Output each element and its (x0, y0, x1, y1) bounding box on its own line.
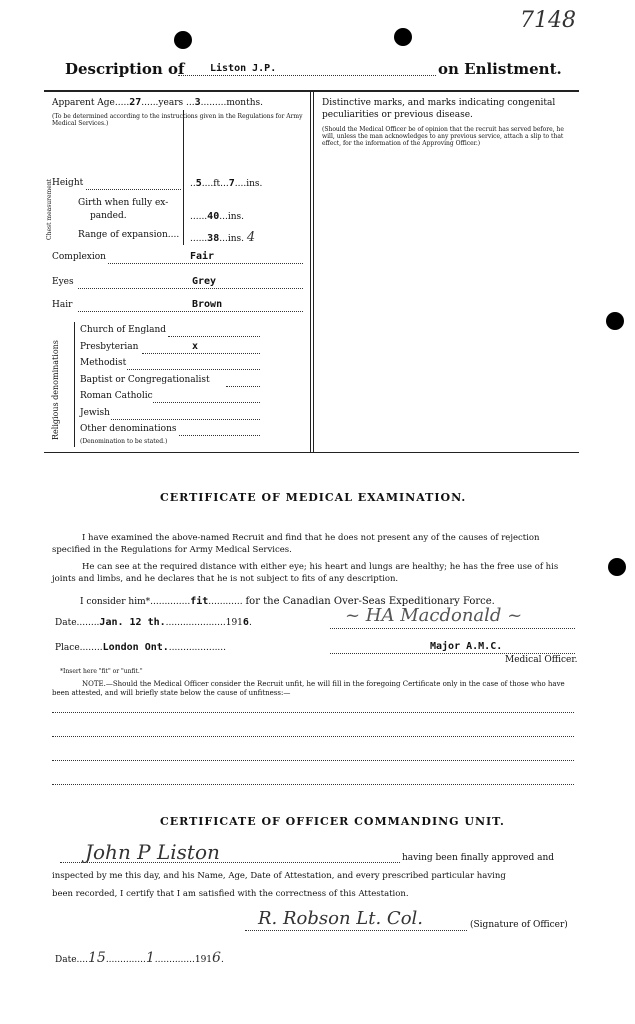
religion-row (80, 325, 166, 335)
marks-heading: Distinctive marks, and marks indicating congenital peculiarities or previous disease. (322, 98, 556, 120)
commanding-heading: CERTIFICATE OF OFFICER COMMANDING UNIT. (160, 815, 505, 828)
punch-hole (394, 28, 412, 46)
year-suffix: 6 (242, 617, 249, 628)
officer-signature: R. Robson Lt. Col. (258, 908, 424, 929)
religion-row (80, 358, 126, 368)
commanding-line-1: having been finally approved and (402, 853, 555, 863)
force-label: for the Canadian Over-Seas Expeditionary Force. (245, 596, 495, 607)
religion-row (80, 391, 153, 401)
medical-officer-signature: ~ HA Macdonald ~ (345, 605, 523, 626)
months-label: months. (226, 98, 264, 108)
recruit-signature: John P Liston (85, 840, 220, 864)
girth-value: 40 (207, 211, 220, 222)
religion-label: Religious denominations (51, 340, 60, 440)
ins-label: ins. (246, 179, 263, 189)
commanding-line-3: been recorded, I certify that I am satisfied with the correctness of this Attestation. (52, 889, 409, 899)
date-label: Date (55, 618, 77, 628)
complexion-label: Complexion (52, 252, 106, 262)
year-prefix: 191 (194, 955, 213, 965)
years-label: years (158, 98, 184, 108)
religion-label-text: Jewish (80, 407, 110, 418)
commanding-line-2: inspected by me this day, and his Name, Age, Date of Attestation, and every prescribed particular having (52, 871, 506, 881)
commanding-date-label: Date (55, 955, 77, 965)
eyes-value: Grey (192, 276, 217, 287)
hair-label: Hair (52, 300, 73, 310)
ins-label: ins. (227, 212, 244, 222)
marks-note: (Should the Medical Officer be of opinion that the recruit has served before, he will, unless the man acknowledges to any previous service, attach a slip to that effect, for the information of the Approving Officer.) (322, 126, 564, 147)
religion-label-text: Baptist or Congregationalist (80, 374, 210, 385)
medical-para-1: I have examined the above-named Recruit and find that he does not present any of the causes of rejection specified in the Regulations for Army Medical Services. (52, 533, 540, 555)
religion-row (80, 408, 110, 418)
medical-para-2: He can see at the required distance with either eye; his heart and lungs are healthy; he has the free use of his joints and limbs, and he declares that he is not subject to fits of any description. (52, 562, 559, 584)
age-note: (To be determined according to the instructions given in the Regulations for Army Medical Services.) (52, 113, 303, 127)
fitness-value: fit (190, 596, 209, 607)
exam-place: London Ont. (102, 642, 169, 653)
religion-label-text: Methodist (80, 358, 127, 368)
age-label: Apparent Age (52, 98, 115, 108)
age-years: 27 (129, 97, 142, 108)
range-label: Range of expansion (78, 230, 168, 240)
year-prefix: 191 (225, 618, 243, 628)
age-months: 3 (194, 97, 201, 108)
girth-label-cont: panded. (90, 211, 127, 221)
insert-note: *Insert here "fit" or "unfit." (60, 668, 143, 675)
ref-number: 7148 (520, 8, 576, 33)
exam-date: Jan. 12 th. (99, 617, 166, 628)
height-label: Height (52, 178, 84, 188)
punch-hole (174, 31, 192, 49)
recruit-name: Liston J.P. (210, 63, 277, 74)
religion-label-text: Roman Catholic (80, 391, 153, 401)
date-day: 15 (87, 950, 106, 966)
height-ft: 5 (195, 178, 202, 189)
unfit-note: NOTE.—Should the Medical Officer consider the Recruit unfit, he will fill in the foregoing Certificate only in the case of those who have been attested, and will briefly state below the cause of unfitness:— (52, 680, 565, 697)
ft-label: ft. (213, 179, 224, 189)
religion-label-text: Presbyterian (80, 341, 139, 352)
eyes-label: Eyes (52, 277, 74, 287)
medical-officer-label: Medical Officer. (505, 655, 578, 665)
attestation-page: 7148 Description of Liston J.P. on Enlistment. Apparent Age.....27......years ...3.........months. (To be determined according to the instructions given in the Regulations for Army Medical Services.) Height ..5....ft...7....ins. Chest measurement Girth when fully ex- panded. ......40...ins. Range of expansion.... ......38...ins. 4 Complexion Fair Eyes Grey Hair Brown Religious denominations Church of England Presbyterian x Methodist Baptist or Congregationalist Roman Catholic Jewish Other denominations (Denomination to be stated.) Distinctive marks, and marks indicating congenital peculiarities or previous disease. (Should the Medical Officer be of opinion that the recruit has served before, he will, unless the man acknowledges to any previous service, attach a slip to that effect, for the information of the Approving Officer.) CERTIFICATE OF MEDICAL EXAMINATION. I have examined the above-named Recruit and find that he does not present any of the causes of rejection specified in the Regulations for Army Medical Services. He can see at the required distance with either eye; his heart and lungs are healthy; he has the free use of his joints and limbs, and he declares that he is not subject to fits of any description. I consider him*..............fit............ for the Canadian Over-Seas Expeditionary Force. Date........Jan. 12 th......................1916. ~ HA Macdonald ~ Place........London Ont..................... Major A.M.C. Medical Officer. *Insert here "fit" or "unfit." NOTE.—Should the Medical Officer consider the Recruit unfit, he will fill in the foregoing Certificate only in the case of those who have been attested, and will briefly state below the cause of unfitness:— CERTIFICATE OF OFFICER COMMANDING UNIT. John P Liston having been finally approved and inspected by me this day, and his Name, Age, Date of Attestation, and every prescribed particular having been recorded, I certify that I am satisfied with the correctness of this Attestation. R. Robson Lt. Col. (Signature of Officer) Date....15..............1..............1916. (0, 0, 635, 1024)
height-ins: 7 (228, 178, 235, 189)
consider-label: I consider him* (80, 597, 151, 607)
religion-label-text: Other denominations (80, 424, 177, 434)
officer-rank: Major A.M.C. (430, 641, 503, 652)
complexion-value: Fair (190, 251, 215, 262)
other-note: (Denomination to be stated.) (80, 438, 168, 445)
year-suffix: 6 (212, 950, 221, 966)
religion-mark: x (192, 340, 199, 352)
medical-heading: CERTIFICATE OF MEDICAL EXAMINATION. (160, 491, 467, 504)
place-label: Place (55, 643, 80, 653)
religion-row (80, 342, 138, 352)
girth-label: Girth when fully ex- (78, 198, 169, 208)
range-value: 38 (207, 233, 220, 244)
date-month: 1 (145, 950, 155, 966)
title-suffix: on Enlistment. (438, 60, 562, 78)
religion-row (80, 424, 177, 434)
punch-hole (606, 312, 624, 330)
religion-label-text: Church of England (80, 325, 167, 335)
religion-row (80, 375, 210, 385)
range-note: 4 (246, 230, 256, 245)
signature-label: (Signature of Officer) (470, 920, 568, 930)
chest-label: Chest measurement (46, 178, 53, 240)
ins-label: ins. (227, 234, 244, 244)
punch-hole (608, 558, 626, 576)
title-prefix: Description of (65, 60, 185, 78)
hair-value: Brown (192, 299, 223, 310)
